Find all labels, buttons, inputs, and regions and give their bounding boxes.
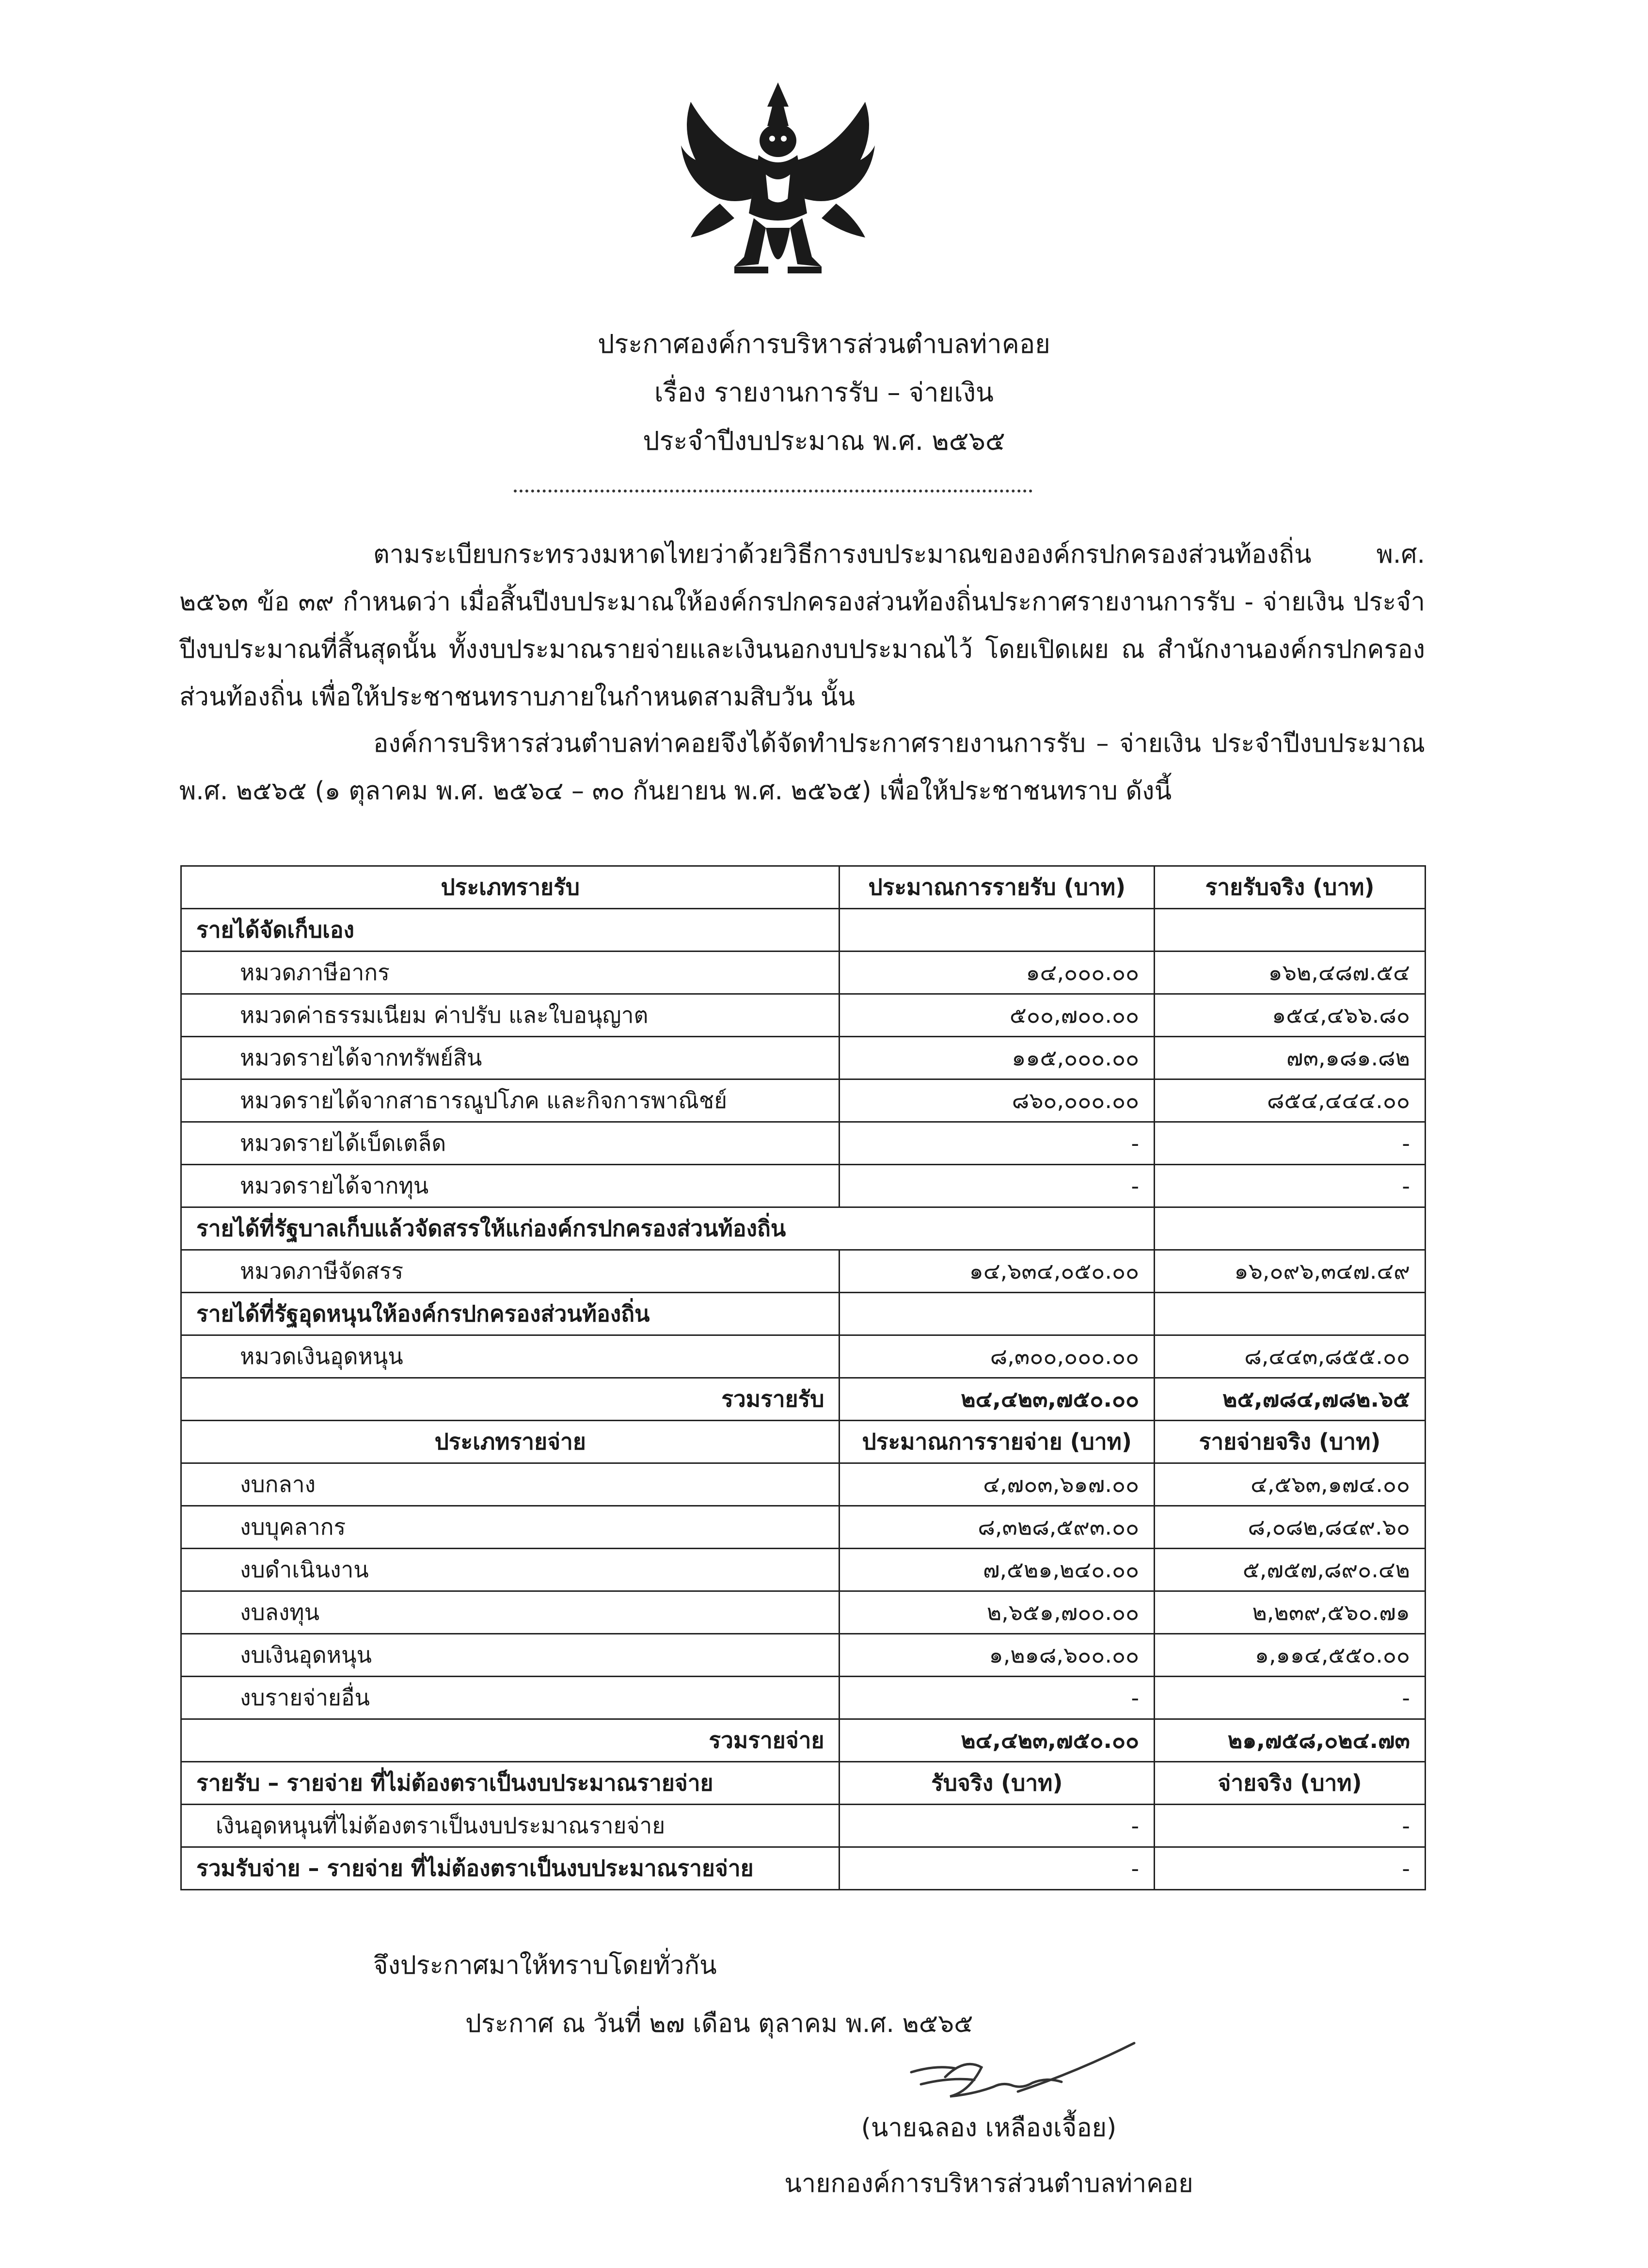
total-actual: ๒๑,๗๕๘,๐๒๔.๗๓ (1155, 1719, 1426, 1762)
table-row (181, 1037, 1426, 1079)
header-cell: รายรับจริง (บาท) (1155, 866, 1426, 909)
row-estimate: - (840, 1165, 1155, 1207)
row-estimate: - (840, 1677, 1155, 1719)
row-name: หมวดภาษีจัดสรร (181, 1250, 840, 1293)
section-label: รายได้ที่รัฐบาลเก็บแล้วจัดสรรให้แก่องค์กรปกครองส่วนท้องถิ่น (181, 1207, 1155, 1250)
row-actual: ๕,๗๕๗,๘๙๐.๔๒ (1155, 1549, 1426, 1591)
row-actual: ๑,๑๑๔,๕๕๐.๐๐ (1155, 1634, 1426, 1677)
table-row (181, 1549, 1426, 1591)
row-actual: ๑๖,๐๙๖,๓๔๗.๔๙ (1155, 1250, 1426, 1293)
section-row (181, 909, 1426, 952)
income-header-row (181, 866, 1426, 909)
header-cell: ประเภทรายจ่าย (181, 1421, 840, 1463)
row-name: หมวดค่าธรรมเนียม ค่าปรับ และใบอนุญาต (181, 994, 840, 1037)
table-row (181, 1079, 1426, 1122)
row-name: หมวดรายได้จากทรัพย์สิน (181, 1037, 840, 1079)
row-name: หมวดรายได้จากสาธารณูปโภค และกิจการพาณิชย์ (181, 1079, 840, 1122)
handwritten-signature (892, 2038, 1144, 2116)
total-label: รวมรับจ่าย – รายจ่าย ที่ไม่ต้องตราเป็นงบประมาณรายจ่าย (181, 1847, 840, 1890)
row-name: หมวดภาษีอากร (181, 952, 840, 994)
row-actual: - (1155, 1165, 1426, 1207)
row-name: หมวดเงินอุดหนุน (181, 1335, 840, 1378)
announcement-title: ประกาศองค์การบริหารส่วนตำบลท่าคอย (598, 329, 1050, 359)
row-name: งบเงินอุดหนุน (181, 1634, 840, 1677)
total-received: - (840, 1847, 1155, 1890)
body-paragraph-1: ตามระเบียบกระทรวงมหาดไทยว่าด้วยวิธีการงบประมาณขององค์กรปกครองส่วนท้องถิ่น พ.ศ. ๒๕๖๓ ข้อ ๓๙ กำหนดว่า เมื่อสิ้นปีงบประมาณให้องค์กรปกครองส่วนท้องถิ่นประกาศรายงานการรับ - จ่ายเงิน ประจำปีงบประมาณที่สิ้นสุดนั้น ทั้งงบประมาณรายจ่ายและเงินนอกงบประมาณไว้ โดยเปิดเผย ณ สำนักงานองค์กรปกครองส่วนท้องถิ่น เพื่อให้ประชาชนทราบภายในกำหนดสามสิบวัน นั้น (179, 540, 1425, 712)
row-name: งบรายจ่ายอื่น (181, 1677, 840, 1719)
announcement-fiscal-year: ประจำปีงบประมาณ พ.ศ. ๒๕๖๕ (643, 426, 1005, 456)
table-row (181, 1165, 1426, 1207)
row-estimate: - (840, 1122, 1155, 1165)
table-row (181, 952, 1426, 994)
dotted-divider (514, 490, 1032, 492)
signer-title: นายกองค์การบริหารส่วนตำบลท่าคอย (784, 2169, 1193, 2198)
row-actual: ๑๖๒,๔๘๗.๕๔ (1155, 952, 1426, 994)
table-row (181, 1122, 1426, 1165)
table-row (181, 1335, 1426, 1378)
row-name: งบลงทุน (181, 1591, 840, 1634)
row-actual: ๘,๐๘๒,๘๔๙.๖๐ (1155, 1506, 1426, 1549)
total-label: รวมรายรับ (181, 1378, 840, 1421)
table-row (181, 1591, 1426, 1634)
closing-announce: จึงประกาศมาให้ทราบโดยทั่วกัน (373, 1951, 717, 1980)
total-label: รวมรายจ่าย (181, 1719, 840, 1762)
garuda-emblem-icon (662, 73, 894, 296)
row-estimate: ๕๐๐,๗๐๐.๐๐ (840, 994, 1155, 1037)
row-actual: - (1155, 1677, 1426, 1719)
row-name: งบบุคลากร (181, 1506, 840, 1549)
row-actual: - (1155, 1122, 1426, 1165)
row-name: หมวดรายได้จากทุน (181, 1165, 840, 1207)
row-received: - (840, 1805, 1155, 1847)
header-cell: ประมาณการรายรับ (บาท) (840, 866, 1155, 909)
row-estimate: ๑๑๕,๐๐๐.๐๐ (840, 1037, 1155, 1079)
header-cell: รายจ่ายจริง (บาท) (1155, 1421, 1426, 1463)
table-row (181, 1250, 1426, 1293)
income-expense-table (180, 865, 1426, 1890)
income-total-row (181, 1378, 1426, 1421)
section-label: รายได้ที่รัฐอุดหนุนให้องค์กรปกครองส่วนท้องถิ่น (181, 1293, 840, 1335)
total-actual: ๒๕,๗๘๔,๗๘๒.๖๕ (1155, 1378, 1426, 1421)
row-paid: - (1155, 1805, 1426, 1847)
row-estimate: ๘,๓๒๘,๕๙๓.๐๐ (840, 1506, 1155, 1549)
signer-name: (นายฉลอง เหลืองเจื้อย) (861, 2113, 1117, 2142)
total-paid: - (1155, 1847, 1426, 1890)
offbudget-total-row (181, 1847, 1426, 1890)
expense-total-row (181, 1719, 1426, 1762)
table-row (181, 1677, 1426, 1719)
header-cell: ประเภทรายรับ (181, 866, 840, 909)
table-row (181, 1805, 1426, 1847)
header-cell: รับจริง (บาท) (840, 1762, 1155, 1805)
section-row (181, 1293, 1426, 1335)
row-estimate: ๑๔,๐๐๐.๐๐ (840, 952, 1155, 994)
offbudget-header-row (181, 1762, 1426, 1805)
row-estimate: ๘,๓๐๐,๐๐๐.๐๐ (840, 1335, 1155, 1378)
table-row (181, 994, 1426, 1037)
row-name: งบดำเนินงาน (181, 1549, 840, 1591)
total-estimate: ๒๔,๔๒๓,๗๕๐.๐๐ (840, 1378, 1155, 1421)
row-actual: ๒,๒๓๙,๕๖๐.๗๑ (1155, 1591, 1426, 1634)
header-cell: ประมาณการรายจ่าย (บาท) (840, 1421, 1155, 1463)
table-row (181, 1634, 1426, 1677)
header-cell: จ่ายจริง (บาท) (1155, 1762, 1426, 1805)
table-row (181, 1463, 1426, 1506)
announcement-date: ประกาศ ณ วันที่ ๒๗ เดือน ตุลาคม พ.ศ. ๒๕๖๕ (465, 2009, 973, 2038)
row-estimate: ๗,๕๒๑,๒๔๐.๐๐ (840, 1549, 1155, 1591)
total-estimate: ๒๔,๔๒๓,๗๕๐.๐๐ (840, 1719, 1155, 1762)
row-name: งบกลาง (181, 1463, 840, 1506)
row-name: หมวดรายได้เบ็ดเตล็ด (181, 1122, 840, 1165)
row-actual: ๑๕๔,๔๖๖.๘๐ (1155, 994, 1426, 1037)
row-estimate: ๑,๒๑๘,๖๐๐.๐๐ (840, 1634, 1155, 1677)
row-estimate: ๘๖๐,๐๐๐.๐๐ (840, 1079, 1155, 1122)
row-actual: ๘๕๔,๔๔๔.๐๐ (1155, 1079, 1426, 1122)
table-row (181, 1506, 1426, 1549)
row-estimate: ๑๔,๖๓๔,๐๕๐.๐๐ (840, 1250, 1155, 1293)
announcement-subject: เรื่อง รายงานการรับ – จ่ายเงิน (654, 377, 994, 408)
row-actual: ๘,๔๔๓,๘๕๕.๐๐ (1155, 1335, 1426, 1378)
section-label: รายได้จัดเก็บเอง (181, 909, 840, 952)
row-actual: ๔,๕๖๓,๑๗๔.๐๐ (1155, 1463, 1426, 1506)
row-estimate: ๒,๖๕๑,๗๐๐.๐๐ (840, 1591, 1155, 1634)
body-paragraph-2: องค์การบริหารส่วนตำบลท่าคอยจึงได้จัดทำประกาศรายงานการรับ – จ่ายเงิน ประจำปีงบประมาณ พ.ศ. ๒๕๖๕ (๑ ตุลาคม พ.ศ. ๒๕๖๔ – ๓๐ กันยายน พ.ศ. ๒๕๖๕) เพื่อให้ประชาชนทราบ ดังนี้ (179, 729, 1425, 806)
section-row (181, 1207, 1426, 1250)
row-actual: ๗๓,๑๘๑.๘๒ (1155, 1037, 1426, 1079)
expense-header-row (181, 1421, 1426, 1463)
row-name: เงินอุดหนุนที่ไม่ต้องตราเป็นงบประมาณรายจ่าย (181, 1805, 840, 1847)
row-estimate: ๔,๗๐๓,๖๑๗.๐๐ (840, 1463, 1155, 1506)
header-cell: รายรับ – รายจ่าย ที่ไม่ต้องตราเป็นงบประมาณรายจ่าย (181, 1762, 840, 1805)
